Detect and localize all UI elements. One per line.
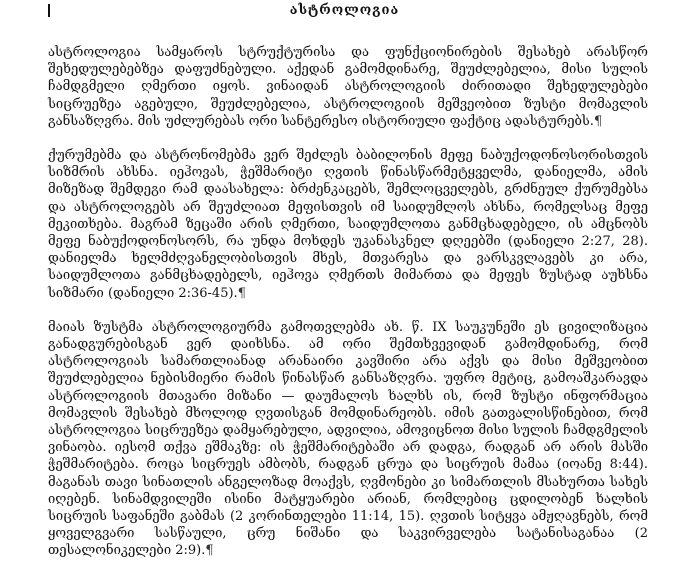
paragraph-3 (48, 319, 648, 560)
paragraph-3-text: მაიას ზუსტმა ასტროლოგიურმა გამოთვლებმა ახ. წ. IX საუკუნეში ეს ცივილიზაცია განადგურებისგან ვერ დაიხსნა. ამ ორი შემთხვევიდან გამომდინარე, რომ ასტროლოგიას სამართლიანად არანაირი კავშირი არა აქვს და მისი მეშვეობით შეუძლებელია ნებისმიერი რამის წინასწარ განსაზღვრა. უფრო მეტიც, გამოაშკარავდა ასტროლოგიის მთავარი მიზანი — დაუმალოს ხალხს ის, რომ ზუსტი ინფორმაცია მომავლის შესახებ მხოლოდ ღვთისგან მომდინარეობს. იმის გათვალისწინებით, რომ ასტროლოგია სიცრუეზეა დამყარებული, ადვილია, ამოვიცნოთ მისი სულის ჩამდგმელის ვინაობა. იესომ თქვა ეშმაკზე: ის ჭეშმარიტებაში არ დადგა, რადგან არ არის მასში ჭეშმარიტება. როცა სიცრუეს ამბობს, რადგან ცრუა და სიცრუის მამაა (იოანე 8:44). მაგანას თავი სინათლის ანგელოზად მოაქვს, ღვმონები კი სიმართლის მსახურთა სახეს იღებენ. სინამდვილეში ისინი მატყუარები არიან, რომლებიც ცდილობენ ხალხის სიცრუის საფანეში გაბმას (2 კორინთელები 11:14, 15). ღვთის სიტყვა ამჟღავნებს, რომ ყოველგვარი სასწაული, ცრუ ნიშანი და საკვირველება სატანისაგანაა (2 თესალონიკელები 2:9). (48, 319, 648, 559)
document-body (48, 44, 648, 577)
pilcrow-mark: ¶ (205, 543, 214, 559)
paragraph-1-text: ასტროლოგია სამყაროს სტრუქტურისა და ფუნქციონირების შესახებ არასწორ შეხედულებებზეა დაფუძნებული. აქედან გამომდინარე, შეუძლებელია, მისი სულის ჩამდგმელი ღმერთი იყოს. ვინაიდან ასტროლოგიის ძირითადი შეხედულებები სიცრუეზეა აგებული, შეუძლებელია, ასტროლოგიის მეშვეობით ზუსტი მომავლის განსაზღვრა. მის უძლურებას ორი სანტერესო ისტორიული ფაქტიც ადასტურებს. (48, 45, 648, 129)
pilcrow-mark: ¶ (237, 285, 246, 301)
paragraph-2 (48, 147, 648, 302)
paragraph-2-text: ქურუმებმა და ასტრონომებმა ვერ შეძლეს ბაბილონის მეფე ნაბუქოდონოსორისთვის სიზმრის ახსნა. იეჰოვას, ჭეშმარიტი ღვთის წინასწარმეტყველმა, დანიელმა, ამის მიზეზად შემდეგი რამ დაასახელა: ბრძენკაცებს, შემლოცველებს, გრძნეულ ქურუმებსა და ასტროლოგებს არ შეუძლიათ მეფისთვის იმ საიდუმლოს ახსნა, რომელსაც მეფე მეკითხება. მაგრამ ზეცაში არის ღმერთი, საიდუმლოთა განმცხადებელი, ის ამცნობს მეფე ნაბუქოდონოსორს, რა უნდა მოხდეს უკანასკნელ დღეებში (დანიელი 2:27, 28). დანიელმა ხელმძღვანელობისთვის მხეს, მთვარესა და ვარსკვლავებს კი არა, საიდუმლოთა განმცხადებელს, იეჰოვა ღმერთს მიმართა და მეფეს ზუსტად აუხსნა სიზმარი (დანიელი 2:36-45). (48, 148, 648, 301)
pilcrow-mark: ¶ (593, 113, 603, 129)
paragraph-1 (48, 44, 648, 130)
page-title: ასტროლოგია (289, 3, 400, 18)
